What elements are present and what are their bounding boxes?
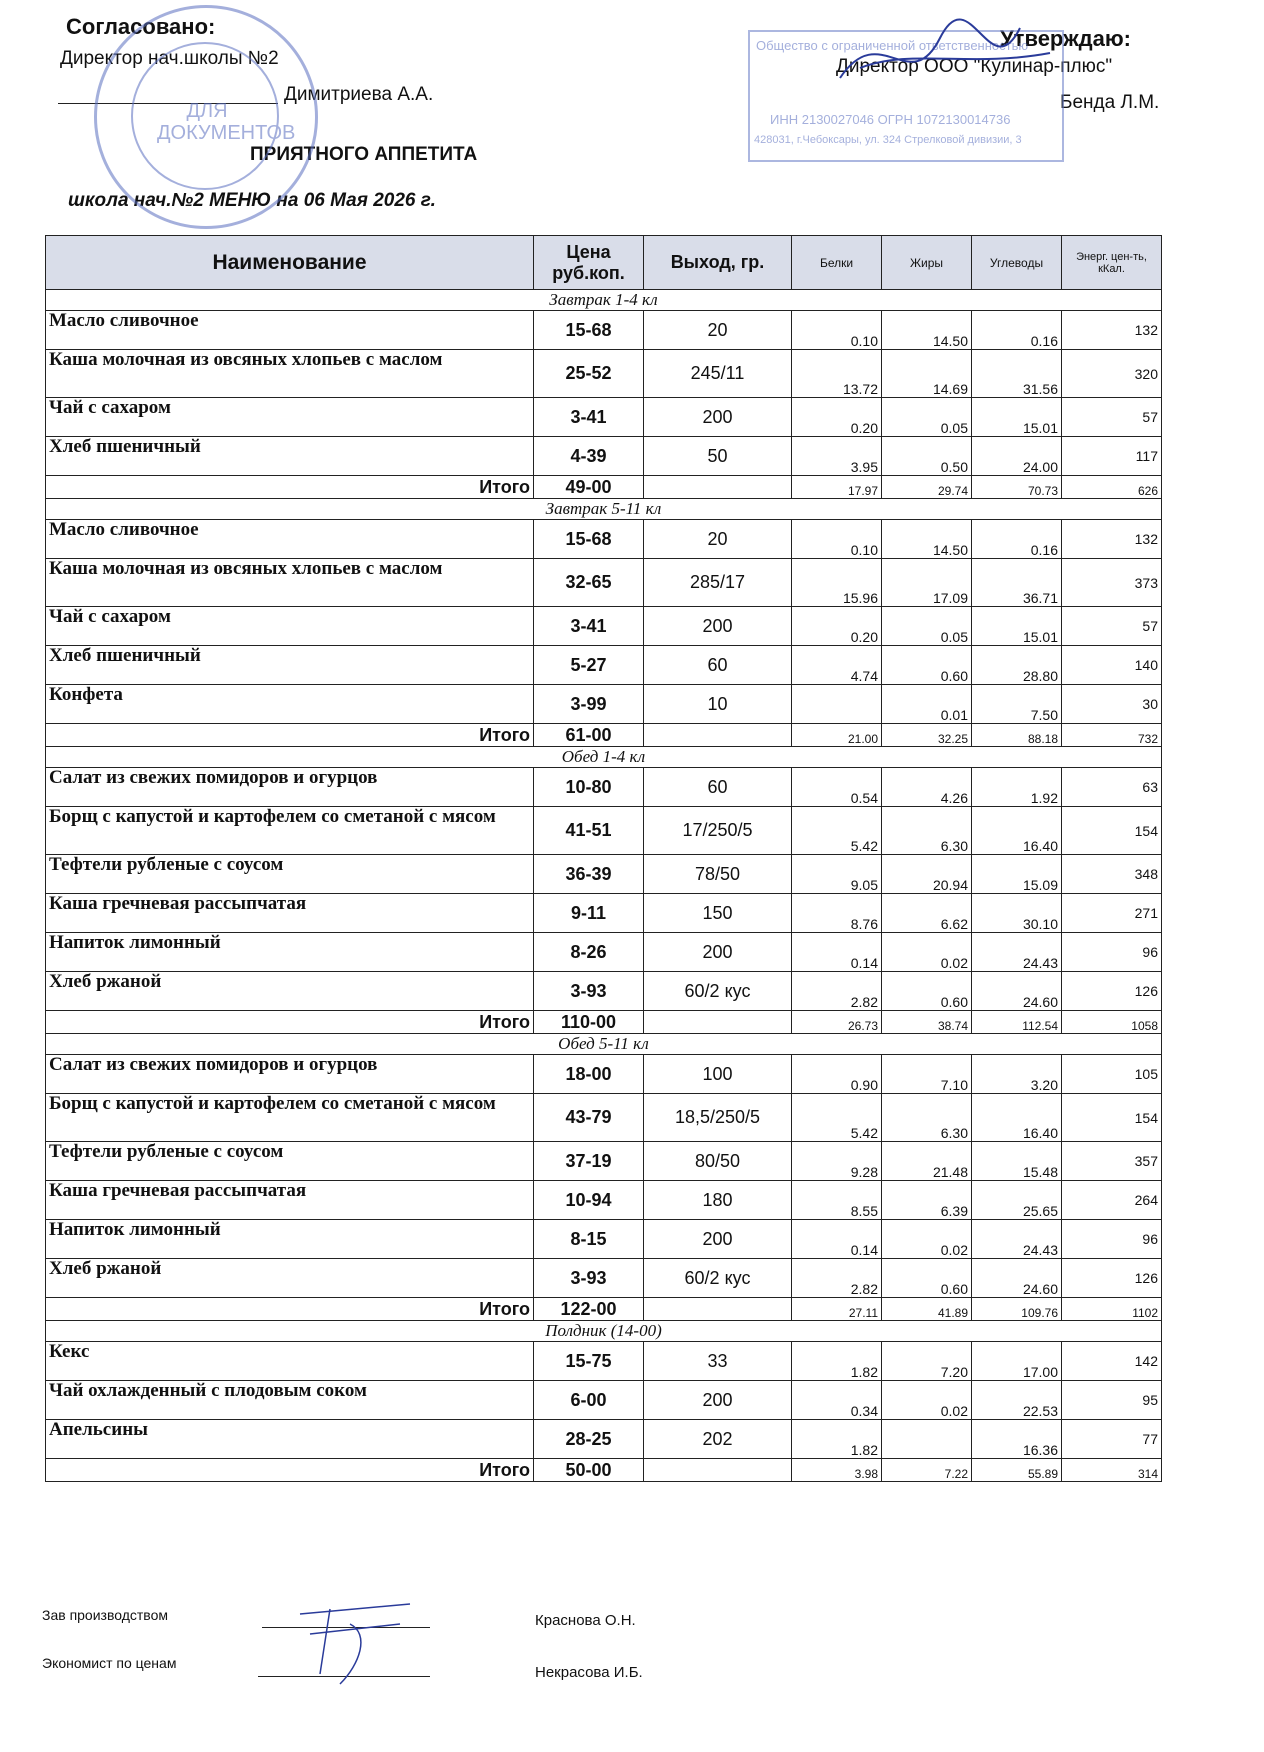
dish-fat: 0.05 — [882, 398, 972, 437]
dish-energy: 264 — [1062, 1181, 1162, 1220]
total-protein: 17.97 — [792, 476, 882, 499]
dish-carb: 36.71 — [972, 559, 1062, 607]
dish-protein: 0.90 — [792, 1055, 882, 1094]
dish-price: 3-93 — [534, 1259, 644, 1298]
dish-output: 200 — [644, 1220, 792, 1259]
dish-protein: 4.74 — [792, 646, 882, 685]
dish-output: 150 — [644, 894, 792, 933]
dish-name: Каша гречневая рассыпчатая — [46, 894, 534, 933]
dish-name: Хлеб пшеничный — [46, 646, 534, 685]
menu-item-row — [46, 398, 1162, 437]
dish-carb: 0.16 — [972, 311, 1062, 350]
dish-name: Хлеб ржаной — [46, 972, 534, 1011]
agreed-title: Согласовано: — [66, 14, 216, 39]
dish-output: 245/11 — [644, 350, 792, 398]
dish-name: Чай охлажденный с плодовым соком — [46, 1381, 534, 1420]
dish-energy: 63 — [1062, 768, 1162, 807]
round-seal-stamp — [94, 5, 318, 229]
dish-carb: 30.10 — [972, 894, 1062, 933]
menu-item-row — [46, 437, 1162, 476]
dish-carb: 15.01 — [972, 398, 1062, 437]
dish-protein: 5.42 — [792, 1094, 882, 1142]
dish-price: 3-41 — [534, 398, 644, 437]
company-stamp-line1: Общество с ограниченной ответственностью — [756, 38, 1029, 53]
dish-protein — [792, 685, 882, 724]
approve-name: Бенда Л.М. — [1060, 92, 1160, 113]
dish-protein: 13.72 — [792, 350, 882, 398]
dish-fat: 0.02 — [882, 933, 972, 972]
col-energy-header: Энерг. цен-ть, кКал. — [1062, 236, 1162, 290]
dish-protein: 8.76 — [792, 894, 882, 933]
dish-name: Тефтели рубленые с соусом — [46, 855, 534, 894]
total-label: Итого — [46, 724, 534, 747]
menu-item-row — [46, 855, 1162, 894]
approve-signature — [820, 8, 1080, 118]
dish-fat: 0.02 — [882, 1220, 972, 1259]
menu-item-row — [46, 1342, 1162, 1381]
dish-energy: 140 — [1062, 646, 1162, 685]
dish-energy: 77 — [1062, 1420, 1162, 1459]
menu-item-row — [46, 1055, 1162, 1094]
dish-price: 10-94 — [534, 1181, 644, 1220]
section-title: Обед 1-4 кл — [46, 747, 1162, 768]
footer-role-production: Зав производством — [42, 1607, 168, 1623]
dish-protein: 5.42 — [792, 807, 882, 855]
dish-fat: 6.62 — [882, 894, 972, 933]
total-energy: 314 — [1062, 1459, 1162, 1482]
dish-energy: 57 — [1062, 398, 1162, 437]
total-output-empty — [644, 1011, 792, 1034]
dish-energy: 373 — [1062, 559, 1162, 607]
dish-price: 15-68 — [534, 520, 644, 559]
dish-name: Тефтели рубленые с соусом — [46, 1142, 534, 1181]
dish-energy: 357 — [1062, 1142, 1162, 1181]
dish-price: 25-52 — [534, 350, 644, 398]
total-row — [46, 1011, 1162, 1034]
dish-carb: 24.00 — [972, 437, 1062, 476]
dish-energy: 57 — [1062, 607, 1162, 646]
dish-energy: 154 — [1062, 1094, 1162, 1142]
dish-energy: 132 — [1062, 311, 1162, 350]
dish-energy: 126 — [1062, 1259, 1162, 1298]
total-energy: 1058 — [1062, 1011, 1162, 1034]
total-fat: 32.25 — [882, 724, 972, 747]
section-row — [46, 1321, 1162, 1342]
dish-carb: 15.09 — [972, 855, 1062, 894]
section-row — [46, 290, 1162, 311]
menu-item-row — [46, 933, 1162, 972]
dish-name: Хлеб пшеничный — [46, 437, 534, 476]
menu-body — [46, 290, 1162, 1482]
dish-name: Масло сливочное — [46, 311, 534, 350]
total-label: Итого — [46, 1011, 534, 1034]
dish-carb: 1.92 — [972, 768, 1062, 807]
dish-name: Кекс — [46, 1342, 534, 1381]
dish-carb: 24.60 — [972, 972, 1062, 1011]
dish-fat — [882, 1420, 972, 1459]
dish-fat: 0.50 — [882, 437, 972, 476]
dish-energy: 154 — [1062, 807, 1162, 855]
dish-protein: 0.14 — [792, 1220, 882, 1259]
dish-protein: 0.10 — [792, 520, 882, 559]
company-stamp-line2: ИНН 2130027046 ОГРН 1072130014736 — [770, 112, 1011, 127]
dish-price: 41-51 — [534, 807, 644, 855]
section-row — [46, 1034, 1162, 1055]
total-protein: 3.98 — [792, 1459, 882, 1482]
menu-item-row — [46, 768, 1162, 807]
dish-output: 33 — [644, 1342, 792, 1381]
menu-item-row — [46, 894, 1162, 933]
total-protein: 27.11 — [792, 1298, 882, 1321]
total-price: 49-00 — [534, 476, 644, 499]
dish-fat: 0.01 — [882, 685, 972, 724]
dish-carb: 24.60 — [972, 1259, 1062, 1298]
dish-fat: 7.10 — [882, 1055, 972, 1094]
dish-price: 3-41 — [534, 607, 644, 646]
menu-item-row — [46, 685, 1162, 724]
dish-output: 180 — [644, 1181, 792, 1220]
menu-item-row — [46, 807, 1162, 855]
menu-item-row — [46, 1181, 1162, 1220]
col-carb-header: Углеводы — [972, 236, 1062, 290]
dish-price: 5-27 — [534, 646, 644, 685]
dish-output: 80/50 — [644, 1142, 792, 1181]
dish-fat: 6.30 — [882, 1094, 972, 1142]
table-header-row — [46, 236, 1162, 290]
dish-name: Салат из свежих помидоров и огурцов — [46, 768, 534, 807]
total-fat: 41.89 — [882, 1298, 972, 1321]
dish-fat: 20.94 — [882, 855, 972, 894]
total-carb: 109.76 — [972, 1298, 1062, 1321]
dish-energy: 95 — [1062, 1381, 1162, 1420]
dish-price: 15-68 — [534, 311, 644, 350]
dish-output: 60 — [644, 646, 792, 685]
dish-fat: 0.05 — [882, 607, 972, 646]
dish-output: 202 — [644, 1420, 792, 1459]
dish-energy: 96 — [1062, 933, 1162, 972]
dish-price: 43-79 — [534, 1094, 644, 1142]
dish-output: 200 — [644, 933, 792, 972]
total-output-empty — [644, 1298, 792, 1321]
col-price-header: Цена руб.коп. — [534, 236, 644, 290]
menu-table — [45, 235, 1162, 1482]
total-protein: 26.73 — [792, 1011, 882, 1034]
dish-name: Салат из свежих помидоров и огурцов — [46, 1055, 534, 1094]
total-price: 122-00 — [534, 1298, 644, 1321]
footer-role-economist: Экономист по ценам — [42, 1655, 177, 1671]
dish-energy: 132 — [1062, 520, 1162, 559]
dish-fat: 0.60 — [882, 972, 972, 1011]
dish-output: 78/50 — [644, 855, 792, 894]
menu-item-row — [46, 646, 1162, 685]
dish-protein: 2.82 — [792, 972, 882, 1011]
dish-name: Чай с сахаром — [46, 398, 534, 437]
total-price: 61-00 — [534, 724, 644, 747]
dish-protein: 0.14 — [792, 933, 882, 972]
dish-energy: 142 — [1062, 1342, 1162, 1381]
dish-fat: 4.26 — [882, 768, 972, 807]
menu-item-row — [46, 559, 1162, 607]
dish-price: 32-65 — [534, 559, 644, 607]
dish-protein: 1.82 — [792, 1342, 882, 1381]
dish-carb: 25.65 — [972, 1181, 1062, 1220]
menu-item-row — [46, 607, 1162, 646]
total-row — [46, 724, 1162, 747]
dish-output: 10 — [644, 685, 792, 724]
dish-fat: 17.09 — [882, 559, 972, 607]
dish-name: Напиток лимонный — [46, 1220, 534, 1259]
dish-fat: 0.60 — [882, 646, 972, 685]
total-fat: 29.74 — [882, 476, 972, 499]
dish-fat: 0.60 — [882, 1259, 972, 1298]
dish-price: 9-11 — [534, 894, 644, 933]
dish-energy: 320 — [1062, 350, 1162, 398]
dish-price: 28-25 — [534, 1420, 644, 1459]
dish-carb: 15.48 — [972, 1142, 1062, 1181]
dish-price: 4-39 — [534, 437, 644, 476]
footer-name-economist: Некрасова И.Б. — [535, 1664, 643, 1681]
dish-output: 17/250/5 — [644, 807, 792, 855]
dish-carb: 16.36 — [972, 1420, 1062, 1459]
total-output-empty — [644, 476, 792, 499]
dish-protein: 2.82 — [792, 1259, 882, 1298]
section-row — [46, 747, 1162, 768]
dish-output: 50 — [644, 437, 792, 476]
dish-output: 60 — [644, 768, 792, 807]
total-price: 110-00 — [534, 1011, 644, 1034]
dish-protein: 0.34 — [792, 1381, 882, 1420]
dish-output: 20 — [644, 520, 792, 559]
dish-carb: 31.56 — [972, 350, 1062, 398]
section-title: Завтрак 1-4 кл — [46, 290, 1162, 311]
dish-fat: 6.39 — [882, 1181, 972, 1220]
dish-name: Борщ с капустой и картофелем со сметаной с мясом — [46, 1094, 534, 1142]
menu-item-row — [46, 1142, 1162, 1181]
menu-item-row — [46, 972, 1162, 1011]
dish-fat: 7.20 — [882, 1342, 972, 1381]
dish-protein: 3.95 — [792, 437, 882, 476]
dish-name: Борщ с капустой и картофелем со сметаной с мясом — [46, 807, 534, 855]
dish-protein: 0.10 — [792, 311, 882, 350]
dish-name: Напиток лимонный — [46, 933, 534, 972]
dish-fat: 14.69 — [882, 350, 972, 398]
agreed-position: Директор нач.школы №2 — [60, 48, 279, 69]
menu-item-row — [46, 1094, 1162, 1142]
dish-protein: 1.82 — [792, 1420, 882, 1459]
dish-protein: 9.05 — [792, 855, 882, 894]
dish-protein: 9.28 — [792, 1142, 882, 1181]
approve-title: Утверждаю: — [1000, 26, 1131, 51]
dish-carb: 22.53 — [972, 1381, 1062, 1420]
total-fat: 7.22 — [882, 1459, 972, 1482]
dish-output: 200 — [644, 607, 792, 646]
dish-name: Апельсины — [46, 1420, 534, 1459]
menu-item-row — [46, 520, 1162, 559]
menu-item-row — [46, 1381, 1162, 1420]
section-title: Завтрак 5-11 кл — [46, 499, 1162, 520]
dish-energy: 105 — [1062, 1055, 1162, 1094]
col-name-header: Наименование — [46, 236, 534, 290]
dish-energy: 348 — [1062, 855, 1162, 894]
total-energy: 732 — [1062, 724, 1162, 747]
dish-price: 8-26 — [534, 933, 644, 972]
dish-protein: 0.20 — [792, 607, 882, 646]
total-output-empty — [644, 724, 792, 747]
total-energy: 626 — [1062, 476, 1162, 499]
dish-carb: 16.40 — [972, 807, 1062, 855]
total-protein: 21.00 — [792, 724, 882, 747]
footer-signature — [290, 1594, 440, 1694]
dish-carb: 3.20 — [972, 1055, 1062, 1094]
approve-position: Директор ООО "Кулинар-плюс" — [836, 56, 1113, 77]
menu-item-row — [46, 311, 1162, 350]
dish-energy: 117 — [1062, 437, 1162, 476]
dish-protein: 15.96 — [792, 559, 882, 607]
menu-date-line: школа нач.№2 МЕНЮ на 06 Мая 2026 г. — [68, 190, 436, 211]
footer-name-production: Краснова О.Н. — [535, 1612, 636, 1629]
total-price: 50-00 — [534, 1459, 644, 1482]
total-energy: 1102 — [1062, 1298, 1162, 1321]
section-row — [46, 499, 1162, 520]
dish-protein: 0.20 — [792, 398, 882, 437]
dish-price: 3-99 — [534, 685, 644, 724]
total-carb: 88.18 — [972, 724, 1062, 747]
menu-item-row — [46, 1420, 1162, 1459]
total-label: Итого — [46, 1459, 534, 1482]
total-row — [46, 476, 1162, 499]
dish-price: 15-75 — [534, 1342, 644, 1381]
section-title: Обед 5-11 кл — [46, 1034, 1162, 1055]
total-label: Итого — [46, 1298, 534, 1321]
dish-carb: 16.40 — [972, 1094, 1062, 1142]
dish-price: 36-39 — [534, 855, 644, 894]
dish-fat: 0.02 — [882, 1381, 972, 1420]
menu-item-row — [46, 1259, 1162, 1298]
menu-item-row — [46, 1220, 1162, 1259]
menu-item-row — [46, 350, 1162, 398]
dish-carb: 0.16 — [972, 520, 1062, 559]
dish-price: 37-19 — [534, 1142, 644, 1181]
col-fat-header: Жиры — [882, 236, 972, 290]
dish-name: Масло сливочное — [46, 520, 534, 559]
total-carb: 55.89 — [972, 1459, 1062, 1482]
dish-name: Хлеб ржаной — [46, 1259, 534, 1298]
dish-protein: 8.55 — [792, 1181, 882, 1220]
seal-text: ДЛЯ ДОКУМЕНТОВ — [157, 100, 296, 144]
dish-output: 60/2 кус — [644, 972, 792, 1011]
total-label: Итого — [46, 476, 534, 499]
dish-fat: 14.50 — [882, 520, 972, 559]
dish-fat: 6.30 — [882, 807, 972, 855]
dish-output: 18,5/250/5 — [644, 1094, 792, 1142]
slogan-title: ПРИЯТНОГО АППЕТИТА — [250, 144, 478, 165]
total-fat: 38.74 — [882, 1011, 972, 1034]
total-carb: 112.54 — [972, 1011, 1062, 1034]
dish-carb: 7.50 — [972, 685, 1062, 724]
total-output-empty — [644, 1459, 792, 1482]
total-row — [46, 1298, 1162, 1321]
company-stamp-line3: 428031, г.Чебоксары, ул. 324 Стрелковой дивизии, 3 — [754, 134, 1022, 146]
agreed-name: Димитриева А.А. — [284, 84, 434, 105]
dish-output: 20 — [644, 311, 792, 350]
dish-fat: 14.50 — [882, 311, 972, 350]
section-title: Полдник (14-00) — [46, 1321, 1162, 1342]
dish-name: Чай с сахаром — [46, 607, 534, 646]
dish-carb: 17.00 — [972, 1342, 1062, 1381]
dish-name: Каша гречневая рассыпчатая — [46, 1181, 534, 1220]
dish-price: 8-15 — [534, 1220, 644, 1259]
dish-energy: 96 — [1062, 1220, 1162, 1259]
dish-name: Конфета — [46, 685, 534, 724]
col-output-header: Выход, гр. — [644, 236, 792, 290]
col-protein-header: Белки — [792, 236, 882, 290]
dish-output: 100 — [644, 1055, 792, 1094]
dish-price: 6-00 — [534, 1381, 644, 1420]
dish-output: 60/2 кус — [644, 1259, 792, 1298]
dish-carb: 28.80 — [972, 646, 1062, 685]
dish-output: 200 — [644, 398, 792, 437]
dish-name: Каша молочная из овсяных хлопьев с маслом — [46, 559, 534, 607]
dish-energy: 271 — [1062, 894, 1162, 933]
dish-price: 10-80 — [534, 768, 644, 807]
dish-carb: 24.43 — [972, 933, 1062, 972]
dish-name: Каша молочная из овсяных хлопьев с маслом — [46, 350, 534, 398]
dish-carb: 15.01 — [972, 607, 1062, 646]
dish-carb: 24.43 — [972, 1220, 1062, 1259]
total-carb: 70.73 — [972, 476, 1062, 499]
dish-energy: 30 — [1062, 685, 1162, 724]
dish-fat: 21.48 — [882, 1142, 972, 1181]
dish-energy: 126 — [1062, 972, 1162, 1011]
total-row — [46, 1459, 1162, 1482]
dish-output: 285/17 — [644, 559, 792, 607]
dish-output: 200 — [644, 1381, 792, 1420]
dish-price: 18-00 — [534, 1055, 644, 1094]
dish-protein: 0.54 — [792, 768, 882, 807]
dish-price: 3-93 — [534, 972, 644, 1011]
